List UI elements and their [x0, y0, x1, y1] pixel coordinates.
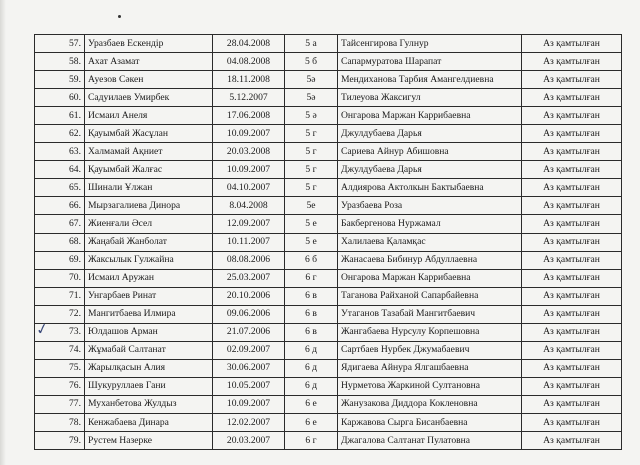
support-status: Аз қамтылған	[522, 251, 622, 269]
class-grade: 5е	[285, 197, 338, 215]
birth-date: 8.04.2008	[213, 197, 285, 215]
row-number: 59.	[35, 71, 85, 89]
row-number: 60.	[35, 89, 85, 107]
teacher-name: Джулдубаева Дарья	[338, 161, 522, 179]
student-name: Жарылқасын Алия	[85, 359, 213, 377]
class-grade: 5ә	[285, 71, 338, 89]
teacher-name: Уразбаева Роза	[338, 197, 522, 215]
birth-date: 18.11.2008	[213, 71, 285, 89]
class-grade: 6 г	[285, 432, 338, 450]
teacher-name: Жанасаева Бибинур Абдуллаевна	[338, 251, 522, 269]
student-name: Шукуруллаев Гани	[85, 377, 213, 395]
row-number: 67.	[35, 215, 85, 233]
support-status: Аз қамтылған	[522, 413, 622, 431]
class-grade: 6 г	[285, 269, 338, 287]
support-status: Аз қамтылған	[522, 89, 622, 107]
support-status: Аз қамтылған	[522, 161, 622, 179]
table-row	[35, 413, 622, 431]
row-number: 65.	[35, 179, 85, 197]
teacher-name: Нурметова Жаркиной Султановна	[338, 377, 522, 395]
birth-date: 02.09.2007	[213, 341, 285, 359]
table-row	[35, 53, 622, 71]
row-number: 78.	[35, 413, 85, 431]
table-row	[35, 432, 622, 450]
class-grade: 6 д	[285, 341, 338, 359]
class-grade: 5 г	[285, 143, 338, 161]
class-grade: 6 в	[285, 323, 338, 341]
birth-date: 21.07.2006	[213, 323, 285, 341]
class-grade: 5 г	[285, 179, 338, 197]
student-name: Садуилаев Умирбек	[85, 89, 213, 107]
student-name: Шинали Ұлжан	[85, 179, 213, 197]
row-number: 68.	[35, 233, 85, 251]
table-row	[35, 359, 622, 377]
teacher-name: Сариева Айнур Абишовна	[338, 143, 522, 161]
support-status: Аз қамтылған	[522, 125, 622, 143]
birth-date: 28.04.2008	[213, 35, 285, 53]
table-row	[35, 89, 622, 107]
support-status: Аз қамтылған	[522, 143, 622, 161]
class-grade: 6 в	[285, 305, 338, 323]
birth-date: 20.10.2006	[213, 287, 285, 305]
birth-date: 10.09.2007	[213, 125, 285, 143]
support-status: Аз қамтылған	[522, 53, 622, 71]
table-row	[35, 215, 622, 233]
birth-date: 25.03.2007	[213, 269, 285, 287]
teacher-name: Халилаева Қаламқас	[338, 233, 522, 251]
row-number: 57.	[35, 35, 85, 53]
birth-date: 30.06.2007	[213, 359, 285, 377]
support-status: Аз қамтылған	[522, 305, 622, 323]
row-number: 79.	[35, 432, 85, 450]
class-grade: 6 б	[285, 251, 338, 269]
student-name: Юлдашов Арман	[85, 323, 213, 341]
support-status: Аз қамтылған	[522, 432, 622, 450]
row-number: 72.	[35, 305, 85, 323]
birth-date: 12.02.2007	[213, 413, 285, 431]
teacher-name: Джулдубаева Дарья	[338, 125, 522, 143]
teacher-name: Сартбаев Нурбек Джумабаевич	[338, 341, 522, 359]
support-status: Аз қамтылған	[522, 359, 622, 377]
student-name: Ауезов Сәкен	[85, 71, 213, 89]
table-row	[35, 125, 622, 143]
birth-date: 09.06.2006	[213, 305, 285, 323]
table-row	[35, 161, 622, 179]
row-number: 66.	[35, 197, 85, 215]
student-roster-table	[34, 34, 622, 450]
row-number: 70.	[35, 269, 85, 287]
class-grade: 5ә	[285, 89, 338, 107]
class-grade: 5 г	[285, 161, 338, 179]
student-name: Қауымбай Жасұлан	[85, 125, 213, 143]
row-number: 61.	[35, 107, 85, 125]
row-number: 63.	[35, 143, 85, 161]
support-status: Аз қамтылған	[522, 341, 622, 359]
class-grade: 6 е	[285, 413, 338, 431]
table-row	[35, 323, 622, 341]
birth-date: 10.11.2007	[213, 233, 285, 251]
table-row	[35, 35, 622, 53]
student-name: Исмаил Аружан	[85, 269, 213, 287]
student-name: Жаксылык Гулжайна	[85, 251, 213, 269]
support-status: Аз қамтылған	[522, 107, 622, 125]
teacher-name: Жанузакова Диддора Кокленовна	[338, 395, 522, 413]
birth-date: 20.03.2008	[213, 143, 285, 161]
class-grade: 6 д	[285, 377, 338, 395]
student-name: Исмаил Анеля	[85, 107, 213, 125]
teacher-name: Таганова Райханой Сапарбайевна	[338, 287, 522, 305]
table-row	[35, 377, 622, 395]
student-name: Уразбаев Ескендір	[85, 35, 213, 53]
table-row	[35, 107, 622, 125]
birth-date: 08.08.2006	[213, 251, 285, 269]
ink-speck	[118, 15, 121, 18]
birth-date: 10.09.2007	[213, 395, 285, 413]
student-name: Мангитбаева Илмира	[85, 305, 213, 323]
row-number: 76.	[35, 377, 85, 395]
support-status: Аз қамтылған	[522, 233, 622, 251]
scan-edge-shadow	[0, 0, 6, 465]
row-number: 75.	[35, 359, 85, 377]
row-number: 58.	[35, 53, 85, 71]
support-status: Аз қамтылған	[522, 377, 622, 395]
support-status: Аз қамтылған	[522, 197, 622, 215]
support-status: Аз қамтылған	[522, 215, 622, 233]
class-grade: 6 в	[285, 287, 338, 305]
student-name: Унгарбаев Ринат	[85, 287, 213, 305]
row-number: 69.	[35, 251, 85, 269]
teacher-name: Онгарова Маржан Каррибаевна	[338, 269, 522, 287]
teacher-name: Каржавова Сырга Бисанбаевна	[338, 413, 522, 431]
table-row	[35, 305, 622, 323]
table-row	[35, 143, 622, 161]
class-grade: 5 ә	[285, 107, 338, 125]
teacher-name: Алдиярова Актолкын Бактыбаевна	[338, 179, 522, 197]
birth-date: 20.03.2007	[213, 432, 285, 450]
handwritten-check-icon: ✓	[34, 318, 51, 340]
support-status: Аз қамтылған	[522, 35, 622, 53]
row-number: 73.	[35, 323, 85, 341]
support-status: Аз қамтылған	[522, 71, 622, 89]
student-name: Халмамай Ақниет	[85, 143, 213, 161]
student-name: Муханбетова Жулдыз	[85, 395, 213, 413]
table-row	[35, 197, 622, 215]
student-name: Кенжабаева Динара	[85, 413, 213, 431]
teacher-name: Ядигаева Айнура Ялгашбаевна	[338, 359, 522, 377]
table-row	[35, 251, 622, 269]
student-name: Рустем Назерке	[85, 432, 213, 450]
roster-body	[35, 35, 622, 450]
class-grade: 6 е	[285, 395, 338, 413]
table-row	[35, 287, 622, 305]
birth-date: 04.08.2008	[213, 53, 285, 71]
class-grade: 5 е	[285, 215, 338, 233]
birth-date: 10.05.2007	[213, 377, 285, 395]
teacher-name: Онгарова Маржан Каррибаевна	[338, 107, 522, 125]
teacher-name: Мендиханова Тарбия Амангелдиевна	[338, 71, 522, 89]
birth-date: 10.09.2007	[213, 161, 285, 179]
student-name: Жұмабай Салтанат	[85, 341, 213, 359]
support-status: Аз қамтылған	[522, 179, 622, 197]
birth-date: 17.06.2008	[213, 107, 285, 125]
birth-date: 5.12.2007	[213, 89, 285, 107]
row-number: 71.	[35, 287, 85, 305]
teacher-name: Джагалова Салтанат Пулатовна	[338, 432, 522, 450]
teacher-name: Тилеуова Жаксигул	[338, 89, 522, 107]
class-grade: 5 г	[285, 125, 338, 143]
row-number: 62.	[35, 125, 85, 143]
student-name: Ахат Азамат	[85, 53, 213, 71]
teacher-name: Утаганов Тазабай Мангитбаевич	[338, 305, 522, 323]
class-grade: 5 б	[285, 53, 338, 71]
class-grade: 5 е	[285, 233, 338, 251]
teacher-name: Сапармуратова Шарапат	[338, 53, 522, 71]
table-row	[35, 179, 622, 197]
student-name: Жиенғали Әсел	[85, 215, 213, 233]
student-name: Мырзагалиева Динора	[85, 197, 213, 215]
row-number: 74.	[35, 341, 85, 359]
student-name: Жаңабай Жанболат	[85, 233, 213, 251]
table-row	[35, 395, 622, 413]
class-grade: 6 д	[285, 359, 338, 377]
table-row	[35, 233, 622, 251]
class-grade: 5 а	[285, 35, 338, 53]
row-number: 77.	[35, 395, 85, 413]
birth-date: 12.09.2007	[213, 215, 285, 233]
support-status: Аз қамтылған	[522, 287, 622, 305]
support-status: Аз қамтылған	[522, 269, 622, 287]
table-row	[35, 269, 622, 287]
teacher-name: Бакбергенова Нуржамал	[338, 215, 522, 233]
student-name: Қауымбай Жалғас	[85, 161, 213, 179]
row-number: 64.	[35, 161, 85, 179]
table-row	[35, 71, 622, 89]
teacher-name: Жангабаева Нурсулу Корпешовна	[338, 323, 522, 341]
support-status: Аз қамтылған	[522, 395, 622, 413]
birth-date: 04.10.2007	[213, 179, 285, 197]
support-status: Аз қамтылған	[522, 323, 622, 341]
teacher-name: Тайсенгирова Гулнур	[338, 35, 522, 53]
table-row	[35, 341, 622, 359]
